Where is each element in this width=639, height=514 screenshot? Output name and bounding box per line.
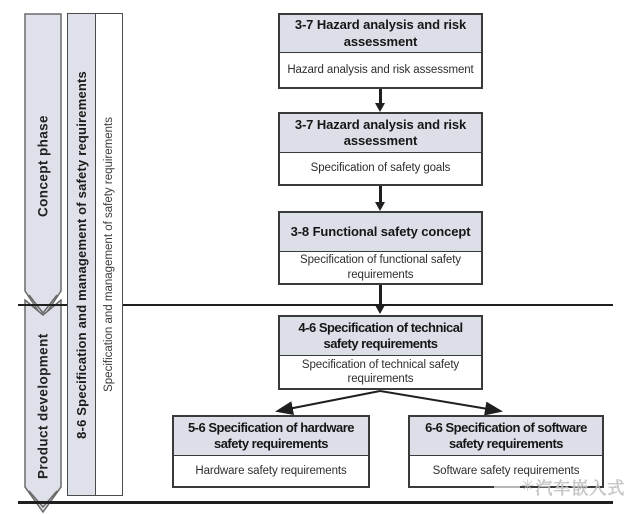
node-title: 6-6 Specification of software safety requirements	[410, 417, 602, 456]
node-title: 3-7 Hazard analysis and risk assessment	[280, 114, 481, 153]
node-body: Software safety requirements	[432, 464, 580, 477]
node-title: 3-7 Hazard analysis and risk assessment	[280, 15, 481, 53]
flow-connector-3	[379, 285, 382, 306]
node-body: Hazard analysis and risk assessment	[287, 63, 474, 76]
watermark-line	[494, 486, 520, 488]
bottom-boundary-line	[18, 501, 613, 504]
management-bar-subtitle-column	[96, 14, 123, 495]
node-hardware-safety-requirements	[172, 415, 370, 488]
node-title: 4-6 Specification of technical safety requirements	[280, 317, 481, 356]
node-body: Specification of technical safety requirements	[301, 358, 460, 385]
product-development-arrow	[24, 299, 62, 514]
flow-connector-1	[379, 89, 382, 104]
management-of-safety-requirements-bar	[67, 13, 123, 496]
node-functional-safety-concept	[278, 211, 483, 285]
concept-phase-label: Concept phase	[35, 115, 51, 218]
branch-arrow-left	[278, 391, 380, 411]
node-body: Specification of safety goals	[310, 162, 451, 175]
watermark-text: 汽车嵌入式	[535, 479, 626, 498]
node-body: Hardware safety requirements	[195, 464, 347, 477]
management-bar-title-column	[68, 14, 96, 495]
node-technical-safety-requirements	[278, 315, 483, 390]
concept-phase-arrow	[24, 13, 62, 320]
watermark	[494, 474, 625, 499]
node-hazard-analysis-1	[278, 13, 483, 89]
node-title: 3-8 Functional safety concept	[280, 213, 481, 252]
node-body: Specification of functional safety requirements	[300, 254, 461, 281]
node-hazard-analysis-2	[278, 112, 483, 186]
management-bar-title: 8-6 Specification and management of safety requirements	[73, 70, 89, 439]
node-title: 5-6 Specification of hardware safety requirements	[174, 417, 368, 456]
management-bar-subtitle: Specification and management of safety requirements	[102, 117, 115, 392]
branch-arrow-right	[380, 391, 500, 411]
product-development-label: Product development	[35, 333, 51, 480]
flow-connector-2	[379, 186, 382, 203]
watermark-logo-icon: ✳	[521, 477, 535, 495]
